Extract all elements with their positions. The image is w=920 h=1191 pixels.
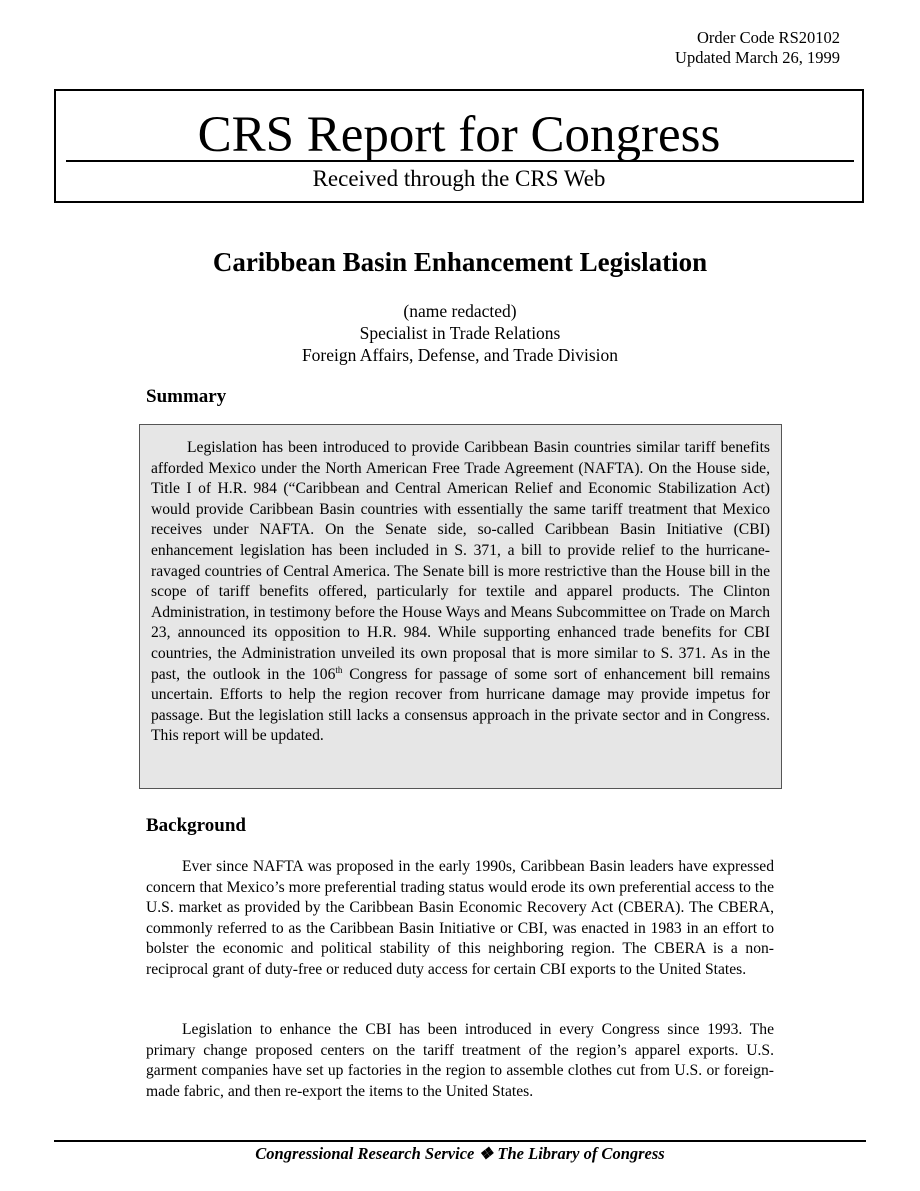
report-banner (54, 89, 864, 203)
summary-text-part1: Legislation has been introduced to provide Caribbean Basin countries similar tariff benefits afforded Mexico under the North American Free Trade Agreement (NAFTA). On the House side, Title I of H.R. 984 (“Caribbean and Central American Relief and Economic Stabilization Act) would provide Caribbean Basin countries with essentially the same tariff treatment that Mexico receives under NAFTA. On the Senate side, so-called Caribbean Basin Initiative (CBI) enhancement legislation has been included in S. 371, a bill to provide relief to the hurricane-ravaged countries of Central America. The Senate bill is more restrictive than the House bill in the scope of tariff benefits offered, particularly for textile and apparel products. The Clinton Administration, in testimony before the House Ways and Means Subcommittee on Trade on March 23, announced its opposition to H.R. 984. While supporting enhanced trade benefits for CBI countries, the Administration unveiled its own proposal that is more similar to S. 371. As in the past, the outlook in the 106 (151, 439, 770, 683)
background-paragraph: Legislation to enhance the CBI has been introduced in every Congress since 1993. The primary change proposed centers on the tariff treatment of the region’s apparel exports. U.S. garment companies have set up factories in the region to assemble clothes cut from U.S. or foreign-made fabric, and then re-export the items to the United States. (146, 1021, 774, 1100)
author-division: Foreign Affairs, Defense, and Trade Division (301, 345, 619, 365)
summary-text-part2: Congress for passage of some sort of enhancement bill remains uncertain. Efforts to help the region recover from hurricane damage may provide impetus for passage. But the legislation still lacks a consensus approach in the private sector and in Congress. This report will be updated. (151, 665, 771, 745)
order-code-block (675, 28, 840, 68)
author-name: (name redacted) (403, 301, 517, 321)
banner-title: CRS Report for Congress (197, 107, 721, 163)
report-title: Caribbean Basin Enhancement Legislation (212, 247, 708, 277)
banner-subtitle: Received through the CRS Web (312, 166, 606, 191)
author-role: Specialist in Trade Relations (359, 323, 561, 343)
summary-heading: Summary (146, 386, 227, 407)
summary-text (151, 438, 770, 747)
banner-divider (66, 160, 854, 162)
background-paragraph: Ever since NAFTA was proposed in the early 1990s, Caribbean Basin leaders have expressed concern that Mexico’s more preferential trading status would erode its own preferential access to the U.S. market as provided by the Caribbean Basin Economic Recovery Act (CBERA). The CBERA, commonly referred to as the Caribbean Basin Initiative or CBI, was enacted in 1983 in an effort to bolster the economic and political stability of this neighboring region. The CBERA is a non-reciprocal grant of duty-free or reduced duty access for certain CBI exports to the United States. (146, 858, 774, 978)
background-heading: Background (146, 815, 246, 836)
footer-divider (54, 1140, 866, 1142)
footer-text: Congressional Research Service ❖ The Library of Congress (255, 1144, 665, 1163)
order-code: Order Code RS20102 (697, 28, 840, 47)
updated-date: Updated March 26, 1999 (675, 48, 840, 67)
summary-box (139, 424, 782, 789)
summary-superscript: th (335, 664, 343, 675)
author-block (0, 300, 920, 366)
